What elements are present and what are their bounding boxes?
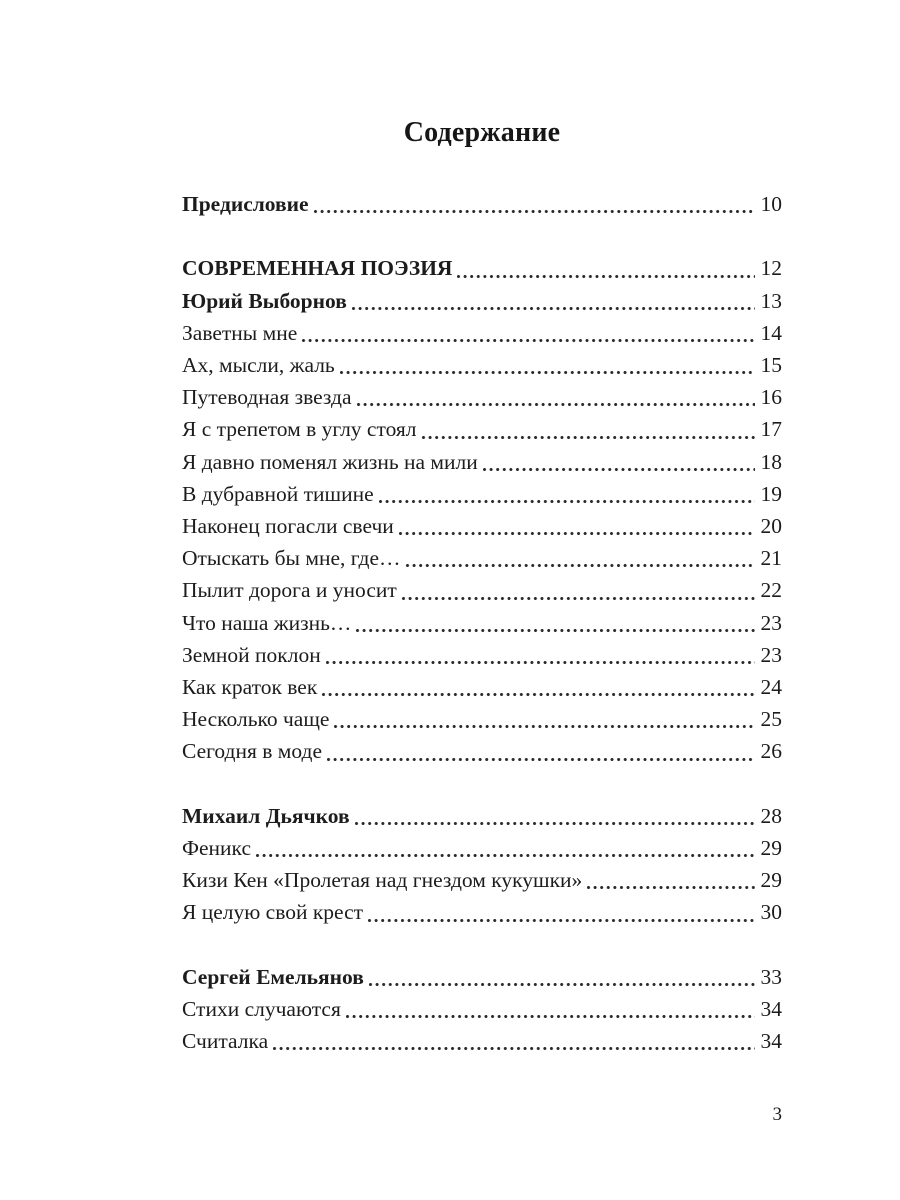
dot-leader bbox=[317, 671, 756, 703]
toc-entry bbox=[182, 285, 782, 317]
toc-entry-page-number: 10 bbox=[760, 192, 782, 216]
toc-entry-label: В дубравной тишине bbox=[182, 481, 374, 506]
toc-entry-label: Наконец погасли свечи bbox=[182, 514, 394, 539]
toc-entry-page-number: 34 bbox=[760, 1029, 782, 1054]
toc-entry-page-number: 34 bbox=[760, 997, 782, 1022]
toc-entry-page-number: 28 bbox=[760, 803, 782, 828]
dot-leader bbox=[347, 285, 757, 317]
toc-entry-label: Я с трепетом в углу стоял bbox=[182, 417, 417, 442]
dot-leader bbox=[582, 864, 756, 896]
toc-entry-page-number: 23 bbox=[760, 642, 782, 667]
toc-entry bbox=[182, 510, 782, 542]
toc-entry bbox=[182, 252, 782, 284]
toc-entry-label: Путеводная звезда bbox=[182, 385, 352, 410]
toc-entry-label: Я целую свой крест bbox=[182, 900, 364, 925]
toc-entry-label: Я давно поменял жизнь на мили bbox=[182, 449, 478, 474]
toc-entry bbox=[182, 800, 782, 832]
toc-entry-page-number: 17 bbox=[760, 417, 782, 442]
toc-entry-page-number: 20 bbox=[760, 514, 782, 539]
toc-entry bbox=[182, 993, 782, 1025]
toc-entry bbox=[182, 735, 782, 767]
toc-entry-page-number: 13 bbox=[760, 288, 782, 313]
toc-entry-page-number: 25 bbox=[760, 707, 782, 732]
toc-entry-label: Кизи Кен «Пролетая над гнездом кукушки» bbox=[182, 868, 583, 893]
toc-entry-label: СОВРЕМЕННАЯ ПОЭЗИЯ bbox=[182, 256, 453, 281]
toc-entry-page-number: 29 bbox=[760, 868, 782, 893]
toc-entry-page-number: 16 bbox=[760, 385, 782, 410]
toc-entry-page-number: 15 bbox=[760, 353, 782, 377]
table-of-contents bbox=[182, 188, 782, 1057]
dot-leader bbox=[268, 1025, 756, 1057]
toc-entry-page-number: 14 bbox=[760, 320, 782, 345]
toc-entry-page-number: 22 bbox=[760, 578, 782, 603]
toc-entry bbox=[182, 381, 782, 413]
dot-leader bbox=[251, 832, 757, 864]
toc-entry-label: Юрий Выборнов bbox=[182, 288, 347, 313]
dot-leader bbox=[452, 252, 756, 284]
toc-entry-label: Стихи случаются bbox=[182, 997, 341, 1022]
toc-entry-page-number: 18 bbox=[760, 449, 782, 474]
toc-entry-label: Пылит дорога и уносит bbox=[182, 578, 397, 603]
toc-entry bbox=[182, 1025, 782, 1057]
toc-entry-label: Несколько чаще bbox=[182, 707, 330, 732]
toc-entry-page-number: 23 bbox=[760, 610, 782, 635]
toc-entry bbox=[182, 317, 782, 349]
toc-entry-page-number: 26 bbox=[760, 739, 782, 764]
toc-entry-page-number: 19 bbox=[760, 481, 782, 506]
dot-leader bbox=[350, 800, 757, 832]
page-title: Содержание bbox=[403, 117, 561, 148]
toc-entry bbox=[182, 896, 782, 928]
dot-leader bbox=[341, 993, 757, 1025]
dot-leader bbox=[329, 703, 756, 735]
toc-entry bbox=[182, 574, 782, 606]
dot-leader bbox=[351, 607, 756, 639]
toc-entry-label: Ах, мысли, жаль bbox=[182, 353, 335, 377]
dot-leader bbox=[394, 510, 757, 542]
dot-leader bbox=[397, 574, 757, 606]
toc-entry-label: Что наша жизнь… bbox=[182, 610, 352, 635]
toc-entry bbox=[182, 703, 782, 735]
dot-leader bbox=[478, 446, 757, 478]
dot-leader bbox=[335, 349, 757, 381]
toc-entry bbox=[182, 832, 782, 864]
folio-page-number: 3 bbox=[772, 1104, 782, 1125]
toc-entry bbox=[182, 413, 782, 445]
toc-entry-label: Сегодня в моде bbox=[182, 739, 323, 764]
dot-leader bbox=[309, 188, 757, 220]
toc-entry bbox=[182, 478, 782, 510]
dot-leader bbox=[322, 735, 756, 767]
toc-entry-label: Земной поклон bbox=[182, 642, 321, 667]
toc-entry bbox=[182, 961, 782, 993]
toc-entry bbox=[182, 542, 782, 574]
toc-entry-label: Считалка bbox=[182, 1029, 269, 1054]
dot-leader bbox=[297, 317, 756, 349]
toc-entry-label: Как краток век bbox=[182, 675, 318, 700]
toc-entry-page-number: 24 bbox=[760, 675, 782, 700]
toc-entry-label: Предисловие bbox=[182, 192, 309, 216]
toc-entry bbox=[182, 639, 782, 671]
dot-leader bbox=[401, 542, 757, 574]
toc-entry-page-number: 30 bbox=[760, 900, 782, 925]
toc-entry bbox=[182, 446, 782, 478]
toc-entry-page-number: 29 bbox=[760, 836, 782, 861]
toc-entry-page-number: 21 bbox=[760, 546, 782, 571]
toc-entry bbox=[182, 188, 782, 220]
toc-entry bbox=[182, 864, 782, 896]
dot-leader bbox=[321, 639, 757, 671]
toc-entry-label: Сергей Емельянов bbox=[182, 964, 364, 989]
dot-leader bbox=[363, 896, 756, 928]
toc-entry bbox=[182, 671, 782, 703]
toc-entry bbox=[182, 607, 782, 639]
toc-entry bbox=[182, 349, 782, 381]
dot-leader bbox=[417, 413, 757, 445]
dot-leader bbox=[374, 478, 757, 510]
toc-entry-label: Михаил Дьячков bbox=[182, 803, 350, 828]
toc-entry-label: Заветны мне bbox=[182, 320, 298, 345]
toc-entry-label: Феникс bbox=[182, 836, 251, 861]
dot-leader bbox=[364, 961, 757, 993]
toc-entry-page-number: 12 bbox=[760, 256, 782, 281]
dot-leader bbox=[352, 381, 757, 413]
toc-entry-page-number: 33 bbox=[760, 964, 782, 989]
toc-entry-label: Отыскать бы мне, где… bbox=[182, 546, 401, 571]
